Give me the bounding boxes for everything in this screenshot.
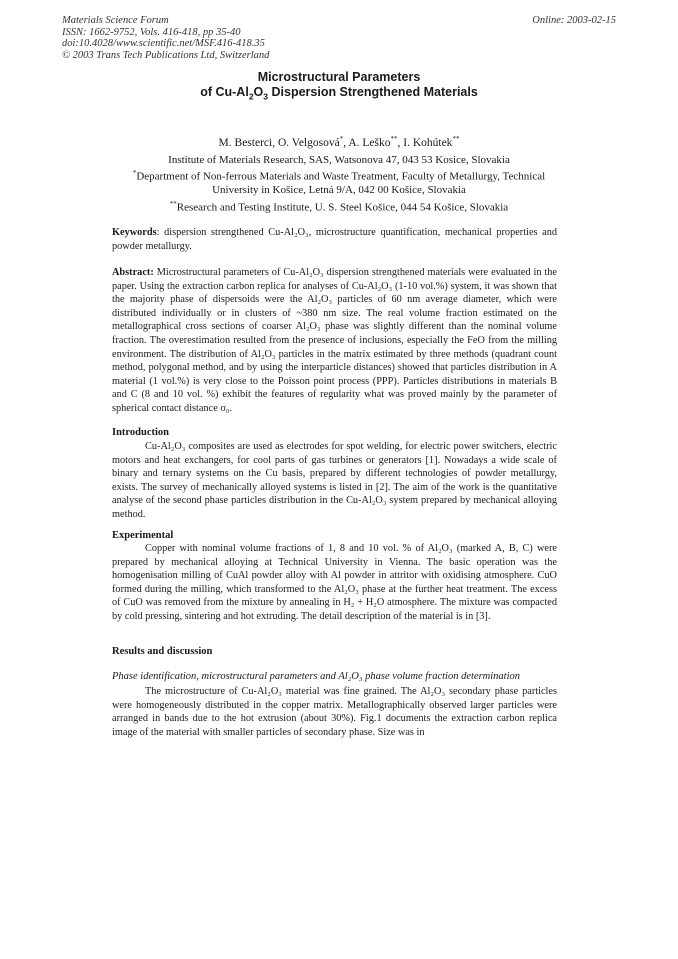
- results-body: [112, 685, 557, 739]
- results-text: The microstructure of Cu-Al₂O₃ material was fine grained. The Al₂O₃ secondary phase particles were homogeneously distributed in the copper matrix. Metallographically observed larger particles were arranged in bands due to the hot extrusion (about 30%). Fig.1 documents the extraction carbon replica image of the material with smaller particles of secondary phase. Size was in: [112, 686, 557, 738]
- copyright-line: © 2003 Trans Tech Publications Ltd, Switzerland: [62, 49, 270, 61]
- paper-title-line2: of $Cu-Al_2O_3$ Dispersion Strengthened Materials: [200, 85, 478, 102]
- doi-link[interactable]: doi:10.4028/www.scientific.net/MSF.416-418.35: [62, 38, 265, 50]
- experimental-body: [112, 542, 557, 624]
- abstract-text: Microstructural parameters of Cu-Al₂O₃ dispersion strengthened materials were evaluated in the paper. Using the extraction carbon replica for analyses of Cu-Al₂O₃ (1-10 vol.%) system, it was shown that the majority phase of dispersoids were the Al₂O₃ particles of 60 nm average diameter, which were distributed individually or in clusters of ~380 nm size. The real volume fraction estimated on the metallographical cross sections of coarser Al₂O₃ phase was slightly different than the nominal volume fraction. The overestimation resulted from the presence of inclusions, especially the FeO from the milling environment. The distribution of Al₂O₃ particles in the matrix estimated by three methods (quadrant count method, polygonal method, and by using the interparticle distances) showed that particles distribution in A material (1 vol.%) is very close to the Poisson point process (PPP). Particles distributions in materials B and C (8 and 10 vol. %) exhibit the features of regularity what was proved mainly by the parameter of spherical contact distance σ₀.: [112, 267, 557, 414]
- journal-header: [62, 15, 269, 61]
- abstract: [112, 266, 557, 416]
- online-date: Online: 2003-02-15: [532, 15, 616, 26]
- results-heading: Results and discussion: [112, 646, 213, 657]
- introduction-heading: Introduction: [112, 427, 169, 438]
- affiliation-2-cont: University in Košice, Letná 9/A, 042 00 Košice, Slovakia: [212, 184, 466, 197]
- abstract-label: Abstract:: [112, 267, 154, 278]
- experimental-text: Copper with nominal volume fractions of 1, 8 and 10 vol. % of Al₂O₃ (marked A, B, C) were prepared by mechanical alloying at Technical University in Vienna. The basic operation was the homogenisation milling of CuAl powder alloy with Al powder in attritor with oxidising atmosphere. CuO formed during the milling, which transformed to the Al₂O₃ phase at the further heat treatment. The excess of CuO was removed from the mixture by annealing in H₂ + H₂O atmosphere. The mixture was compacted by cold pressing, sintering and hot extruding. The detail description of the material is in [3].: [112, 543, 557, 622]
- affiliation-1: Institute of Materials Research, SAS, Watsonova 47, 043 53 Kosice, Slovakia: [168, 154, 510, 166]
- experimental-heading: Experimental: [112, 530, 174, 541]
- keywords: [112, 226, 557, 253]
- results-subheading: Phase identification, microstructural parameters and Al₂O₃ phase volume fraction determination: [112, 671, 521, 682]
- affiliation-2: *Department of Non-ferrous Materials and Waste Treatment, Faculty of Metallurgy, Technical: [132, 169, 546, 184]
- affiliation-3: **Research and Testing Institute, U. S. Steel Košice, 044 54 Košice, Slovakia: [169, 199, 509, 214]
- affiliations: [62, 154, 616, 215]
- keywords-label: Keywords: [112, 227, 157, 238]
- keywords-text: : dispersion strengthened Cu-Al₂O₃, microstructure quantification, mechanical properties and powder metallurgy.: [112, 227, 557, 252]
- introduction-text: Cu-Al₂O₃ composites are used as electrodes for spot welding, for electric power switchers, electric motors and heat exchangers, for cool parts of gas turbines or generators [1]. Nowadays a wide scale of binary and ternary systems on the Cu basis, prepared by different technologies of powder metallurgy, exists. The survey of mechanically alloyed systems is listed in [2]. The aim of the work is the quantitative analyse of the second phase particles distribution in the Cu-Al₂O₃ system prepared by mechanical alloying method.: [112, 441, 557, 520]
- issn-line: ISSN: 1662-9752, Vols. 416-418, pp 35-40: [62, 26, 241, 38]
- journal-name: Materials Science Forum: [62, 15, 169, 26]
- introduction-body: [112, 440, 557, 522]
- paper-title-line1: Microstructural Parameters: [257, 70, 421, 84]
- author-list: M. Besterci, O. Velgosová*, A. Leško**, I. Kohútek**: [218, 135, 460, 149]
